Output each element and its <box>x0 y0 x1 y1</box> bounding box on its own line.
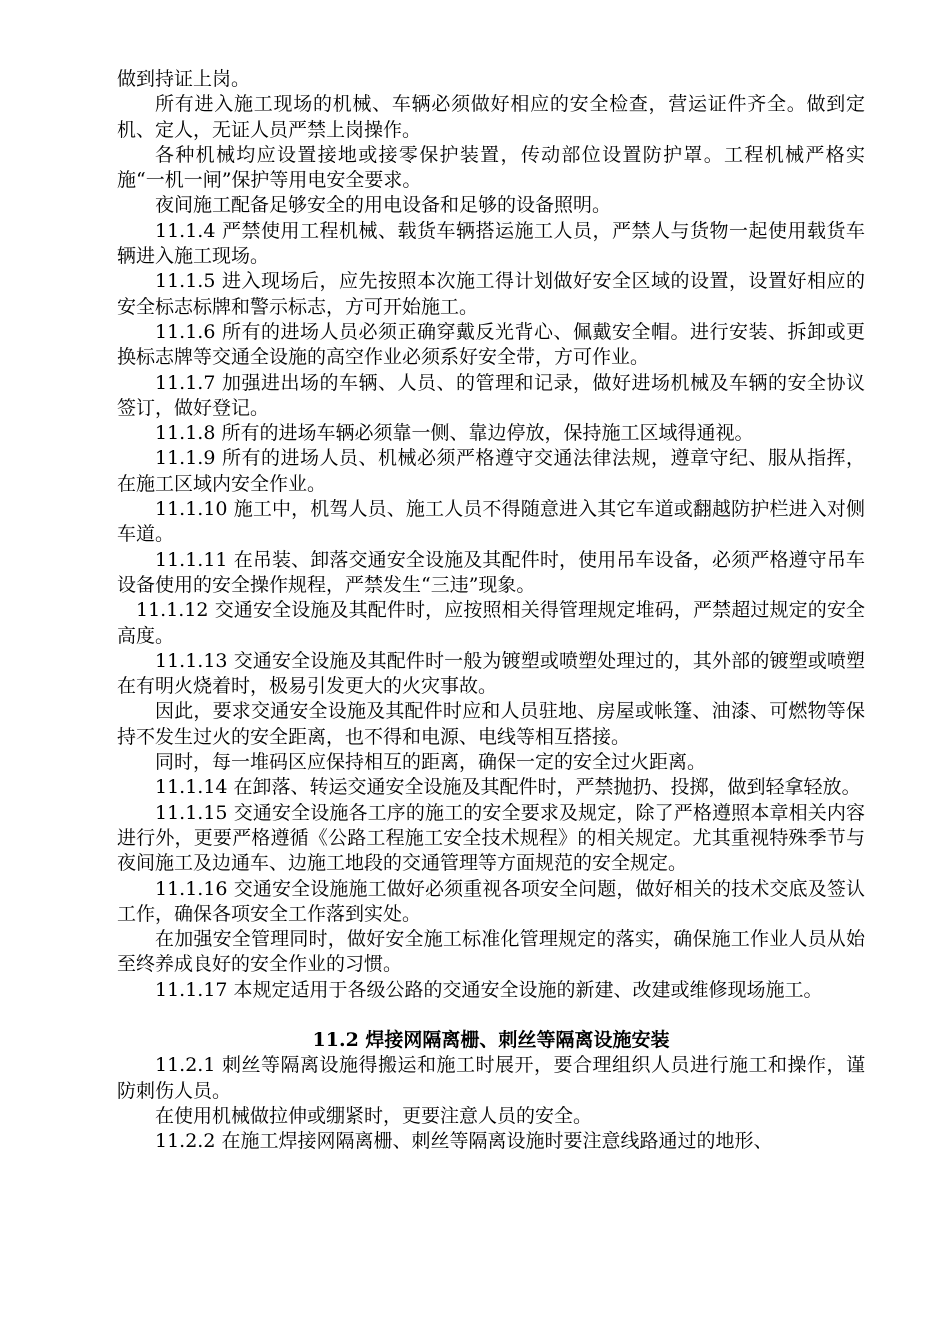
clause-11-1-4: 11.1.4 严禁使用工程机械、载货车辆搭运施工人员，严禁人与货物一起使用载货车辆进入施工现场。 <box>117 219 865 268</box>
paragraph-night-lighting: 夜间施工配备足够安全的用电设备和足够的设备照明。 <box>155 194 612 217</box>
clause-11-1-13: 11.1.13 交通安全设施及其配件时一般为镀塑或喷塑处理过的，其外部的镀塑或喷塑在有明火烧着时，极易引发更大的火灾事故。 <box>117 649 865 698</box>
clause-11-1-10: 11.1.10 施工中，机驾人员、施工人员不得随意进入其它车道或翻越防护栏进入对侧车道。 <box>117 498 865 546</box>
paragraph-fire-distance: 因此，要求交通安全设施及其配件时应和人员驻地、房屋或帐篷、油漆、可燃物等保持不发生过火的安全距离，也不得和电源、电线等相互搭接。 <box>117 700 865 748</box>
clause-11-1-16: 11.1.16 交通安全设施施工做好必须重视各项安全问题，做好相关的技术交底及签认工作，确保各项安全工作落到实处。 <box>117 877 865 925</box>
clause-11-1-15: 11.1.15 交通安全设施各工序的施工的安全要求及规定，除了严格遵照本章相关内容进行外，更要严格遵循《公路工程施工安全技术规程》的相关规定。尤其重视特殊季节与夜间施工及边通车、边施工地段的交通管理等方面规范的安全规定。 <box>117 801 865 875</box>
document-body <box>117 67 865 1154</box>
clause-11-1-12: 11.1.12 交通安全设施及其配件时，应按照相关得管理规定堆码，严禁超过规定的安全高度。 <box>117 599 865 647</box>
clause-11-2-2: 11.2.2 在施工焊接网隔离栅、刺丝等隔离设施时要注意线路通过的地形、 <box>155 1130 773 1153</box>
paragraph-stack-distance: 同时，每一堆码区应保持相互的距离，确保一定的安全过火距离。 <box>155 751 707 774</box>
section-spacer <box>117 1003 865 1028</box>
paragraph-grounding-protection: 各种机械均应设置接地或接零保护装置，传动部位设置防护罩。工程机械严格实施“一机一闸”保护等用电安全要求。 <box>117 143 865 192</box>
paragraph-vehicle-inspection: 所有进入施工现场的机械、车辆必须做好相应的安全检查，营运证件齐全。做到定机、定人，无证人员严禁上岗操作。 <box>117 93 865 141</box>
clause-11-1-9: 11.1.9 所有的进场人员、机械必须严格遵守交通法律法规，遵章守纪、服从指挥，在施工区域内安全作业。 <box>117 447 865 495</box>
section-heading: 11.2 焊接网隔离栅、刺丝等隔离设施安装 <box>312 1028 670 1051</box>
paragraph-continuation: 做到持证上岗。 <box>117 68 251 90</box>
clause-11-2-1: 11.2.1 刺丝等隔离设施得搬运和施工时展开，要合理组织人员进行施工和操作，谨防刺伤人员。 <box>117 1054 865 1102</box>
clause-11-1-5: 11.1.5 进入现场后，应先按照本次施工得计划做好安全区域的设置，设置好相应的安全标志标牌和警示标志，方可开始施工。 <box>117 270 865 318</box>
clause-11-1-11: 11.1.11 在吊装、卸落交通安全设施及其配件时，使用吊车设备，必须严格遵守吊车设备使用的安全操作规程，严禁发生“三违”现象。 <box>117 548 865 596</box>
clause-11-1-6: 11.1.6 所有的进场人员必须正确穿戴反光背心、佩戴安全帽。进行安装、拆卸或更换标志牌等交通全设施的高空作业必须系好安全带，方可作业。 <box>117 320 865 369</box>
clause-11-1-8: 11.1.8 所有的进场车辆必须靠一侧、靠边停放，保持施工区域得通视。 <box>155 422 754 445</box>
paragraph-safety-habits: 在加强安全管理同时，做好安全施工标准化管理规定的落实，确保施工作业人员从始至终养成良好的安全作业的习惯。 <box>117 928 865 976</box>
clause-11-1-7: 11.1.7 加强进出场的车辆、人员、的管理和记录，做好进场机械及车辆的安全协议签订，做好登记。 <box>117 371 865 419</box>
clause-11-1-17: 11.1.17 本规定适用于各级公路的交通安全设施的新建、改建或维修现场施工。 <box>155 978 823 1001</box>
paragraph-machine-tension: 在使用机械做拉伸或绷紧时，更要注意人员的安全。 <box>155 1104 593 1127</box>
clause-11-1-14: 11.1.14 在卸落、转运交通安全设施及其配件时，严禁抛扔、投掷，做到轻拿轻放。 <box>155 776 861 799</box>
